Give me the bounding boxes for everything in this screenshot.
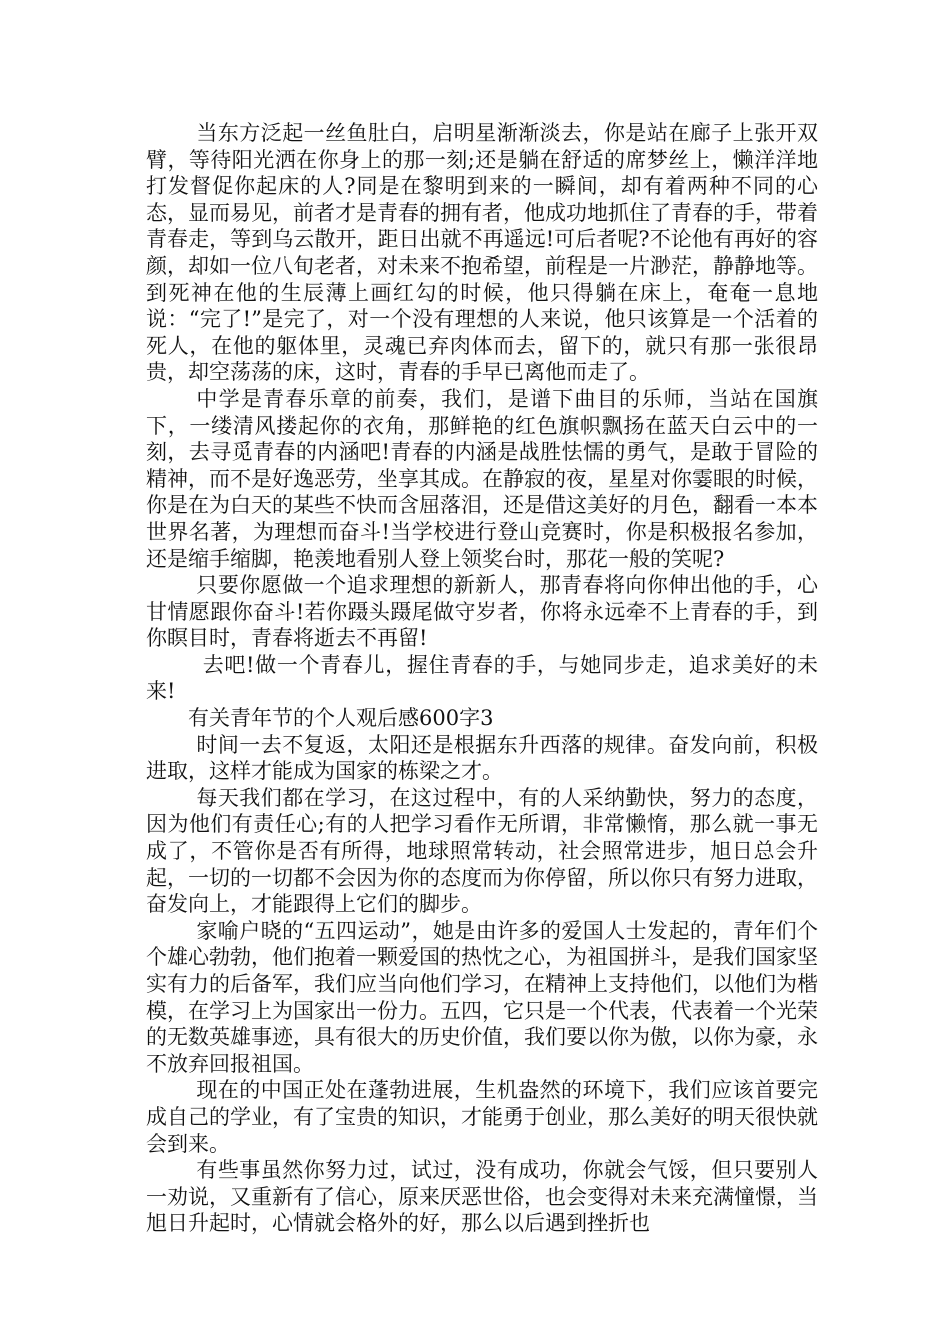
section-heading: 有关青年节的个人观后感600字3 xyxy=(188,706,494,731)
document-body xyxy=(146,120,818,1237)
paragraph-7: 家喻户晓的“五四运动”，她是由许多的爱国人士发起的，青年们个个雄心勃勃，他们抱着一颗爱国的热忱之心，为祖国拼斗，是我们国家坚实有力的后备军，我们应当向他们学习，在精神上支持他们，以他们为楷模，在学习上为国家出一份力。五四，它只是一个代表，代表着一个光荣的无数英雄事迹，具有很大的历史价值，我们要以你为傲，以你为豪，永不放弃回报祖国。 xyxy=(146,918,818,1076)
paragraph-9: 有些事虽然你努力过，试过，没有成功，你就会气馁，但只要别人一劝说，又重新有了信心，原来厌恶世俗，也会变得对未来充满憧憬，当旭日升起时，心情就会格外的好，那么以后遇到挫折也 xyxy=(146,1158,818,1236)
paragraph-5: 时间一去不复返，太阳还是根据东升西落的规律。奋发向前，积极进取，这样才能成为国家的栋梁之才。 xyxy=(146,732,818,784)
paragraph-8: 现在的中国正处在蓬勃进展，生机盎然的环境下，我们应该首要完成自己的学业，有了宝贵的知识，才能勇于创业，那么美好的明天很快就会到来。 xyxy=(146,1078,818,1156)
paragraph-3: 只要你愿做一个追求理想的新新人，那青春将向你伸出他的手，心甘情愿跟你奋斗!若你蹑头蹑尾做守岁者，你将永远牵不上青春的手，到你瞑目时，青春将逝去不再留! xyxy=(146,573,818,651)
paragraph-2: 中学是青春乐章的前奏，我们，是谱下曲目的乐师，当站在国旗下，一缕清风搂起你的衣角，那鲜艳的红色旗帜飘扬在蓝天白云中的一刻，去寻觅青春的内涵吧!青春的内涵是战胜怯懦的勇气，是敢于冒险的精神，而不是好逸恶劳，坐享其成。在静寂的夜，星星对你霎眼的时候，你是在为白天的某些不快而含屈落泪，还是借这美好的月色，翻看一本本世界名著，为理想而奋斗!当学校进行登山竞赛时，你是积极报名参加，还是缩手缩脚，艳羡地看别人登上领奖台时，那花一般的笑呢? xyxy=(146,386,818,571)
paragraph-6: 每天我们都在学习，在这过程中，有的人采纳勤快，努力的态度，因为他们有责任心;有的人把学习看作无所谓，非常懒惰，那么就一事无成了，不管你是否有所得，地球照常转动，社会照常进步，旭日总会升起，一切的一切都不会因为你的态度而为你停留，所以你只有努力进取，奋发向上，才能跟得上它们的脚步。 xyxy=(146,785,818,917)
paragraph-4: 去吧!做一个青春儿，握住青春的手，与她同步走，追求美好的未来! xyxy=(146,652,818,704)
paragraph-1: 当东方泛起一丝鱼肚白，启明星渐渐淡去，你是站在廊子上张开双臂，等待阳光洒在你身上的那一刻;还是躺在舒适的席梦丝上，懒洋洋地打发督促你起床的人?同是在黎明到来的一瞬间，却有着两种不同的心态，显而易见，前者才是青春的拥有者，他成功地抓住了青春的手，带着青春走，等到乌云散开，距日出就不再遥远!可后者呢?不论他有再好的容颜，却如一位八旬老者，对未来不抱希望，前程是一片渺茫，静静地等。到死神在他的生辰薄上画红勾的时候，他只得躺在床上，奄奄一息地说：“完了!”是完了，对一个没有理想的人来说，他只该算是一个活着的死人，在他的躯体里，灵魂已弃肉体而去，留下的，就只有那一张很昂贵，却空荡荡的床，这时，青春的手早已离他而走了。 xyxy=(146,121,818,385)
